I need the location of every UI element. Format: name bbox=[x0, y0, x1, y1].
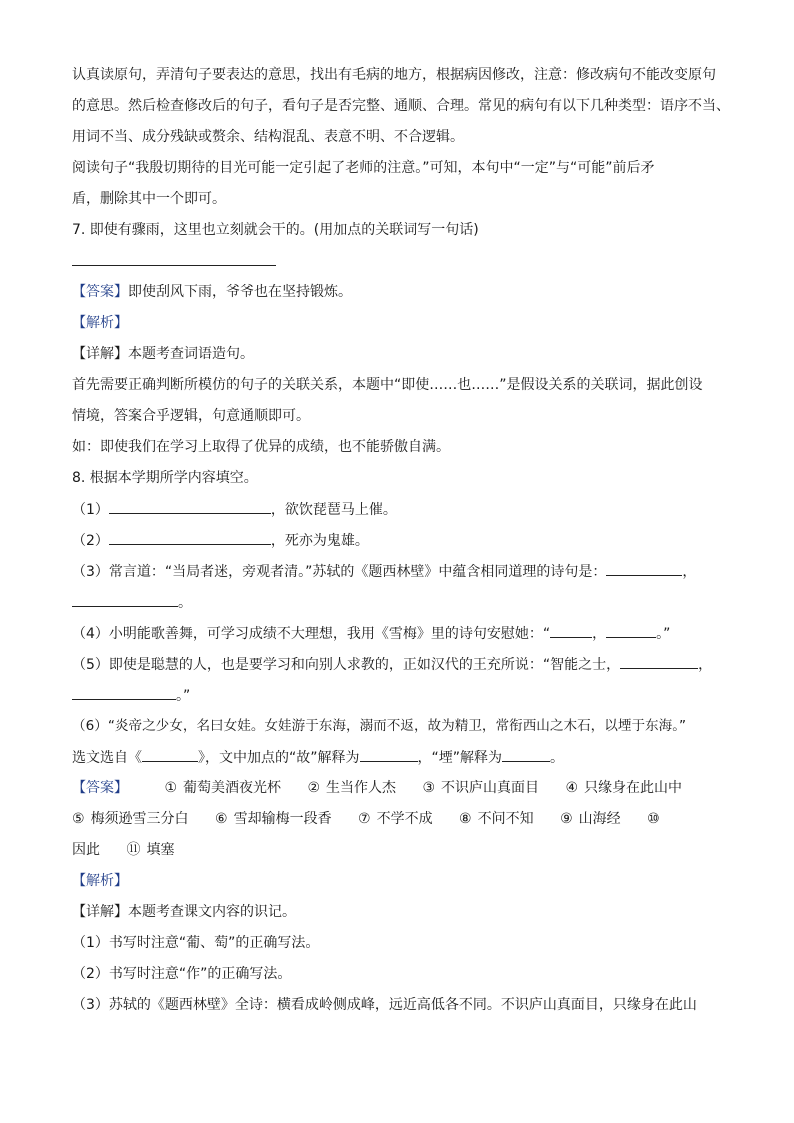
q8-part-5a bbox=[72, 653, 732, 684]
q8-note-1: （1）书写时注意“葡、萄”的正确写法。 bbox=[72, 935, 320, 951]
intro-line-2: 的意思。然后检查修改后的句子，看句子是否完整、通顺、合理。常见的病句有以下几种类型：语序不当、 bbox=[72, 98, 730, 114]
q8-p3-blank-1 bbox=[606, 560, 682, 576]
intro-line-3: 用词不当、成分残缺或赘余、结构混乱、表意不明、不合逻辑。 bbox=[72, 129, 464, 145]
q8-p5-blank-2 bbox=[72, 684, 176, 700]
q8-p1-num: （1） bbox=[72, 502, 109, 518]
q7-question: 7. 即使有骤雨，这里也立刻就会干的。(用加点的关联词写一句话) bbox=[72, 222, 479, 238]
answer-item: ⑦ 不学不成 bbox=[358, 811, 433, 827]
q8-p4-blank-1 bbox=[550, 622, 592, 638]
q8-question: 8. 根据本学期所学内容填空。 bbox=[72, 470, 258, 486]
detail-tag: 【详解】 bbox=[72, 346, 128, 362]
q8-p2-num: （2） bbox=[72, 533, 109, 549]
q8-detail-text: 本题考查课文内容的识记。 bbox=[128, 904, 296, 920]
q8-p1-blank bbox=[109, 498, 271, 514]
q8-p2-tail: ，死亦为鬼雄。 bbox=[270, 533, 369, 549]
q8-p6-d: 。 bbox=[550, 750, 565, 766]
q7-detail bbox=[72, 343, 732, 374]
q8-p6-blank-1 bbox=[142, 746, 198, 762]
analysis-tag: 【解析】 bbox=[72, 873, 128, 889]
detail-tag: 【详解】 bbox=[72, 904, 128, 920]
q8-part-2 bbox=[72, 529, 732, 560]
q8-p6-blank-2 bbox=[360, 746, 418, 762]
intro-line-4: 阅读句子“我殷切期待的目光可能一定引起了老师的注意。”可知，本句中“一定”与“可能”前后矛 bbox=[72, 160, 655, 176]
answer-item: ② 生当作人杰 bbox=[307, 780, 397, 796]
answer-item: ③ 不识庐山真面目 bbox=[422, 780, 540, 796]
q8-part-3b bbox=[72, 591, 732, 622]
answer-item: ④ 只缘身在此山中 bbox=[565, 780, 683, 796]
q8-p4-end: 。” bbox=[656, 626, 671, 642]
q8-answer-row-1 bbox=[72, 777, 732, 808]
q7-line-1: 首先需要正确判断所模仿的句子的关联关系，本题中“即使……也……”是假设关系的关联词，据此创设 bbox=[72, 377, 703, 393]
q8-part-3a bbox=[72, 560, 732, 591]
q8-part-1 bbox=[72, 498, 732, 529]
q8-p5-blank-1 bbox=[620, 653, 698, 669]
q8-note-3: （3）苏轼的《题西林壁》全诗：横看成岭侧成峰，远近高低各不同。不识庐山真面目，只缘身在此山 bbox=[72, 997, 697, 1013]
q7-detail-text: 本题考查词语造句。 bbox=[128, 346, 254, 362]
q7-analysis bbox=[72, 312, 732, 343]
q8-part-6a: （6）“炎帝之少女，名曰女娃。女娃游于东海，溺而不返，故为精卫，常衔西山之木石，以堙于东海。” bbox=[72, 718, 687, 734]
answer-item: ⑧ 不问不知 bbox=[459, 811, 534, 827]
q8-detail bbox=[72, 901, 732, 932]
intro-line-5: 盾，删除其中一个即可。 bbox=[72, 191, 226, 207]
intro-line-1: 认真读原句，弄清句子要表达的意思，找出有毛病的地方，根据病因修改，注意：修改病句不能改变原句 bbox=[72, 67, 716, 83]
q8-p6-a: 选文选自《 bbox=[72, 750, 142, 766]
q8-p6-c: ，“堙”解释为 bbox=[417, 750, 503, 766]
answer-item: ⑪ 填塞 bbox=[126, 842, 175, 858]
q7-answer-blank-line bbox=[72, 250, 732, 281]
answer-item: ① 葡萄美酒夜光杯 bbox=[164, 780, 282, 796]
q8-part-5b bbox=[72, 684, 732, 715]
q8-answer-row-3 bbox=[72, 839, 732, 870]
answer-item: ⑩ bbox=[647, 811, 660, 827]
analysis-tag: 【解析】 bbox=[72, 315, 128, 331]
q8-p3-end: 。 bbox=[178, 595, 192, 611]
q8-p3-text: （3）常言道：“当局者迷，旁观者清。”苏轼的《题西林壁》中蕴含相同道理的诗句是： bbox=[72, 564, 607, 580]
q8-part-4 bbox=[72, 622, 732, 653]
q8-p5-comma: ， bbox=[698, 657, 713, 673]
q7-blank bbox=[72, 250, 276, 266]
q8-p5-end: 。” bbox=[176, 688, 191, 704]
q8-p3-blank-2 bbox=[72, 591, 178, 607]
answer-tag: 【答案】 bbox=[72, 780, 128, 796]
q8-answer-row-2 bbox=[72, 808, 732, 839]
q8-p4-blank-2 bbox=[606, 622, 656, 638]
q8-p4-text: （4）小明能歌善舞，可学习成绩不大理想，我用《雪梅》里的诗句安慰她：“ bbox=[72, 626, 551, 642]
q8-part-6b bbox=[72, 746, 732, 777]
q8-p2-blank bbox=[109, 529, 271, 545]
document-page bbox=[72, 64, 732, 1025]
answer-item: ⑤ 梅须逊雪三分白 bbox=[72, 811, 189, 827]
answer-item: ⑥ 雪却输梅一段香 bbox=[215, 811, 332, 827]
answer-item: ⑨ 山海经 bbox=[560, 811, 621, 827]
q8-p6-b: 》，文中加点的“故”解释为 bbox=[198, 750, 360, 766]
q8-p1-tail: ，欲饮琵琶马上催。 bbox=[270, 502, 397, 518]
q7-answer-text: 即使刮风下雨，爷爷也在坚持锻炼。 bbox=[128, 284, 352, 300]
q8-p6-blank-3 bbox=[502, 746, 550, 762]
q8-note-2: （2）书写时注意“作”的正确写法。 bbox=[72, 966, 292, 982]
q7-line-2: 情境，答案合乎逻辑，句意通顺即可。 bbox=[72, 408, 310, 424]
q7-answer bbox=[72, 281, 732, 312]
q8-p5-text: （5）即使是聪慧的人，也是要学习和向别人求教的，正如汉代的王充所说：“智能之士， bbox=[72, 657, 621, 673]
q7-line-3: 如：即使我们在学习上取得了优异的成绩，也不能骄傲自满。 bbox=[72, 439, 450, 455]
answer-tag: 【答案】 bbox=[72, 284, 128, 300]
q8-p4-comma: ， bbox=[592, 626, 607, 642]
q8-p3-comma: ， bbox=[682, 564, 697, 580]
answer-item: 因此 bbox=[72, 842, 100, 858]
q8-analysis bbox=[72, 870, 732, 901]
